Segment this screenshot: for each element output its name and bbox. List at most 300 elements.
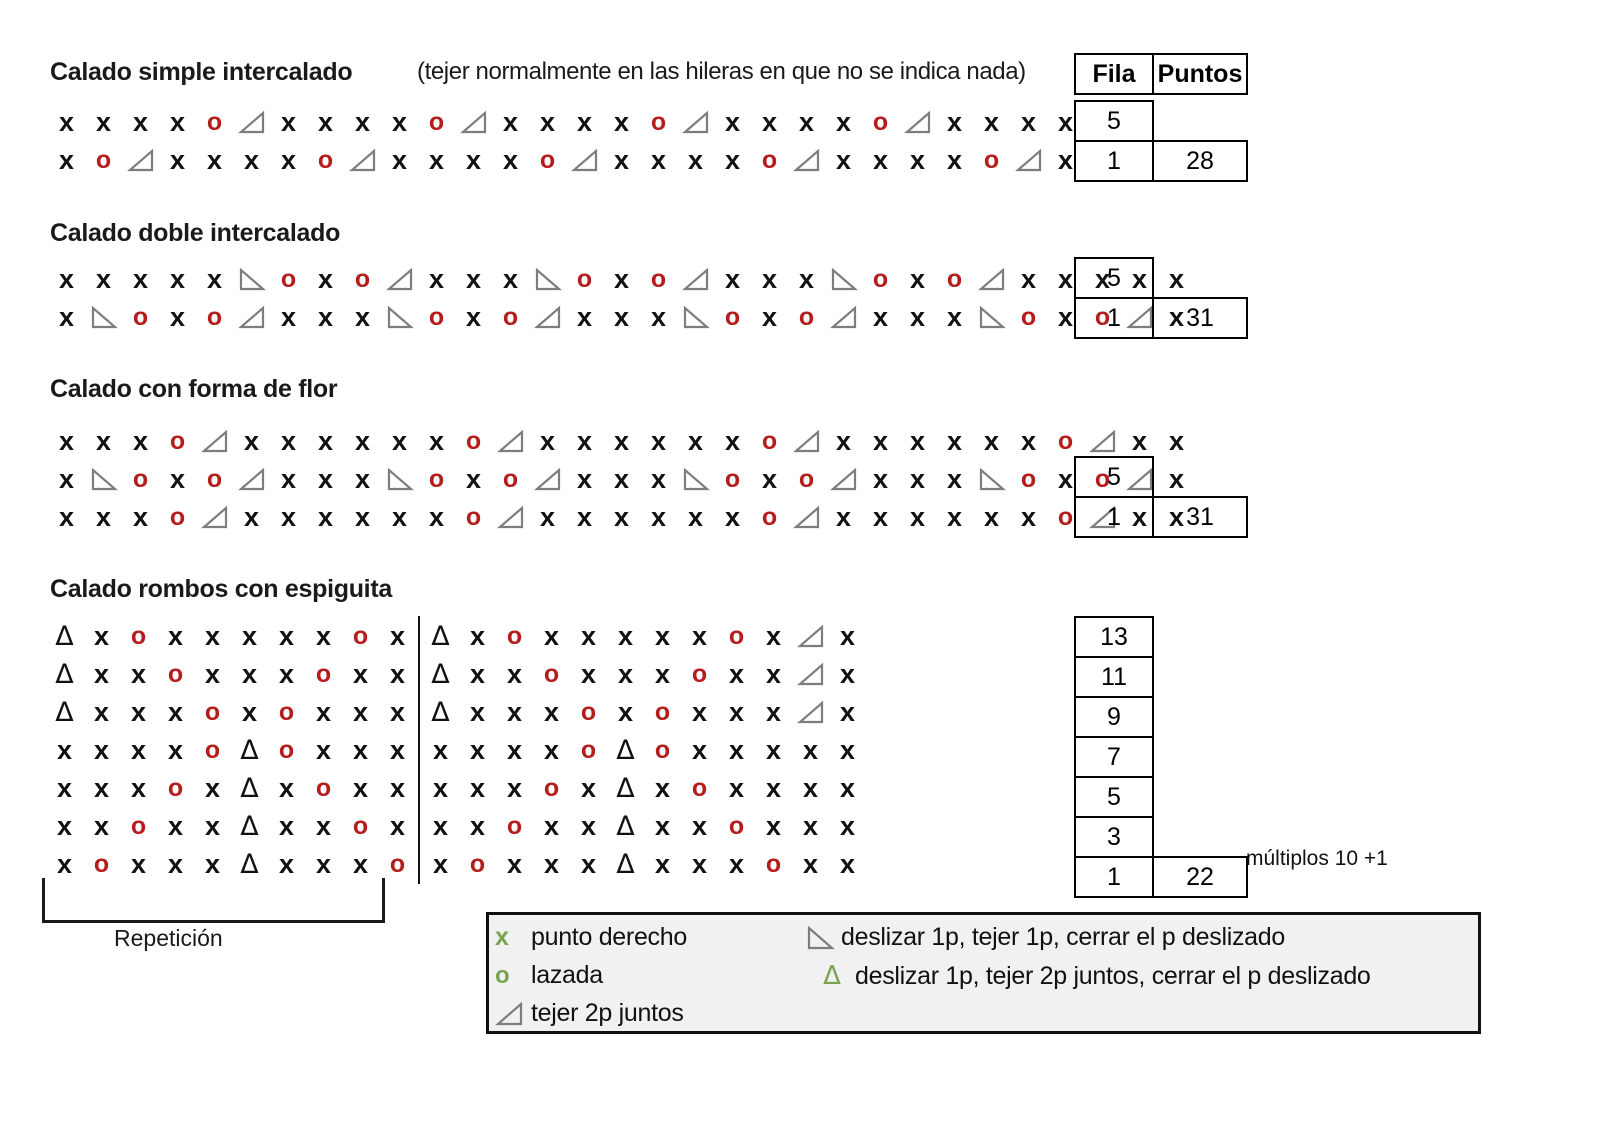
- chart-cell: [829, 769, 866, 807]
- chart-cell: [85, 422, 122, 460]
- chart-cell: [681, 617, 718, 655]
- chart-cell: [899, 103, 936, 141]
- table-simple-intercalado: [1074, 53, 1248, 95]
- yarn-over-symbol: o: [278, 735, 295, 764]
- chart-cell: [751, 498, 788, 536]
- knit-stitch-symbol: x: [278, 810, 295, 841]
- yarn-over-symbol: o: [315, 659, 332, 688]
- chart-cell: [159, 422, 196, 460]
- chart-cell: [644, 845, 681, 883]
- knit-stitch-symbol: x: [167, 848, 184, 879]
- chart-cell: [603, 422, 640, 460]
- legend-box: [486, 912, 1481, 1034]
- yarn-over-symbol: o: [465, 426, 482, 455]
- knit-stitch-symbol: x: [93, 734, 110, 765]
- chart-cell: [159, 498, 196, 536]
- knit-stitch-symbol: x: [1168, 263, 1185, 294]
- chart-cell: [1010, 141, 1047, 179]
- k2tog-symbol: [792, 504, 822, 530]
- chart-cell: [529, 298, 566, 336]
- chart-cell: [342, 617, 379, 655]
- knit-stitch-symbol: x: [280, 301, 297, 332]
- centered-decrease-symbol: Δ: [616, 772, 635, 804]
- k2tog-symbol: [829, 304, 859, 330]
- knit-stitch-symbol: x: [56, 848, 73, 879]
- yarn-over-symbol: o: [204, 735, 221, 764]
- knit-stitch-symbol: x: [278, 658, 295, 689]
- knit-stitch-symbol: x: [206, 144, 223, 175]
- stitch-count: [1153, 697, 1247, 737]
- chart-cell: [825, 422, 862, 460]
- yarn-over-symbol: o: [872, 264, 889, 293]
- table-row: [1075, 457, 1247, 497]
- knit-stitch-symbol: x: [280, 106, 297, 137]
- knit-stitch-symbol: x: [132, 106, 149, 137]
- knit-stitch-symbol: x: [169, 106, 186, 137]
- chart-cell: [862, 298, 899, 336]
- chart-cell: [344, 141, 381, 179]
- chart-cell: [936, 103, 973, 141]
- chart-cell: [681, 845, 718, 883]
- chart-cell: [196, 103, 233, 141]
- centered-decrease-symbol: Δ: [616, 810, 635, 842]
- legend-item-ssk: [805, 923, 1285, 952]
- chart-cell: [607, 617, 644, 655]
- chart-row: [48, 460, 1195, 498]
- chart-cell: [48, 498, 85, 536]
- chart-cell: [270, 460, 307, 498]
- knit-stitch-symbol: x: [691, 620, 708, 651]
- k2tog-symbol: [496, 428, 526, 454]
- chart-cell: [714, 298, 751, 336]
- chart-cell: [973, 422, 1010, 460]
- chart-cell: [899, 422, 936, 460]
- knit-stitch-symbol: x: [765, 658, 782, 689]
- chart-cell: [48, 460, 85, 498]
- chart-cell: [681, 731, 718, 769]
- knit-stitch-symbol: x: [389, 696, 406, 727]
- chart-cell: [194, 693, 231, 731]
- knit-stitch-symbol: x: [352, 658, 369, 689]
- yarn-over-symbol: o: [502, 302, 519, 331]
- chart-cell: [973, 298, 1010, 336]
- knit-stitch-symbol: x: [469, 658, 486, 689]
- stitch-count: [1153, 817, 1247, 857]
- chart-row: [46, 693, 866, 731]
- knit-stitch-symbol: x: [506, 658, 523, 689]
- chart-row: [46, 655, 866, 693]
- chart-cell: [566, 422, 603, 460]
- chart-cell: [233, 460, 270, 498]
- chart-cell: [681, 769, 718, 807]
- chart-cell: [936, 260, 973, 298]
- centered-decrease-symbol: Δ: [55, 696, 74, 728]
- chart-cell: [1010, 298, 1047, 336]
- chart-cell: [344, 260, 381, 298]
- knit-stitch-symbol: x: [95, 106, 112, 137]
- chart-cell: [157, 769, 194, 807]
- knit-stitch-symbol: x: [872, 144, 889, 175]
- centered-decrease-symbol: Δ: [616, 848, 635, 880]
- yarn-over-symbol: o: [724, 302, 741, 331]
- table-header-fila: Fila: [1075, 54, 1153, 94]
- knit-stitch-symbol: x: [580, 810, 597, 841]
- chart-cell: [233, 141, 270, 179]
- k2tog-symbol: [681, 109, 711, 135]
- k2tog-symbol: [829, 466, 859, 492]
- chart-cell: [159, 103, 196, 141]
- knit-stitch-symbol: x: [354, 501, 371, 532]
- knit-stitch-symbol: x: [243, 501, 260, 532]
- table-forma-de-flor: [1074, 456, 1248, 538]
- knit-stitch-symbol: x: [317, 301, 334, 332]
- chart-cell: [196, 460, 233, 498]
- knit-stitch-symbol: x: [724, 106, 741, 137]
- knit-stitch-symbol: x: [56, 810, 73, 841]
- chart-cell: [342, 731, 379, 769]
- knit-stitch-symbol: x: [506, 734, 523, 765]
- chart-cell: [570, 769, 607, 807]
- chart-cell: [46, 731, 83, 769]
- knit-stitch-symbol: x: [389, 810, 406, 841]
- knit-stitch-symbol: x: [909, 501, 926, 532]
- chart-cell: [788, 422, 825, 460]
- knit-stitch-symbol: x: [243, 144, 260, 175]
- knit-stitch-symbol: x: [206, 263, 223, 294]
- knit-stitch-symbol: x: [543, 696, 560, 727]
- stitch-count: [1153, 657, 1247, 697]
- knit-stitch-symbol: x: [95, 501, 112, 532]
- chart-cell: [570, 807, 607, 845]
- knit-stitch-symbol: x: [539, 425, 556, 456]
- knit-stitch-symbol: x: [389, 620, 406, 651]
- knit-stitch-symbol: x: [167, 810, 184, 841]
- chart-cell: [344, 422, 381, 460]
- row-number: 11: [1075, 657, 1153, 697]
- chart-cell: [751, 298, 788, 336]
- knit-stitch-symbol: x: [352, 848, 369, 879]
- knit-stitch-symbol: x: [765, 810, 782, 841]
- chart-cell: [681, 655, 718, 693]
- stitch-count: [1153, 457, 1247, 497]
- row-number: 7: [1075, 737, 1153, 777]
- chart-cell: [418, 460, 455, 498]
- table-header-puntos: Puntos: [1153, 54, 1247, 94]
- yarn-over-symbol: o: [691, 659, 708, 688]
- chart-cell: [268, 617, 305, 655]
- chart-cell: [85, 298, 122, 336]
- chart-cell: [83, 693, 120, 731]
- chart-cell: [792, 617, 829, 655]
- chart-cell: [48, 141, 85, 179]
- chart-cell: [566, 498, 603, 536]
- knit-stitch-symbol: x: [315, 620, 332, 651]
- chart-cell: [307, 141, 344, 179]
- chart-cell: [83, 731, 120, 769]
- knit-stitch-symbol: x: [317, 463, 334, 494]
- chart-cell: [122, 422, 159, 460]
- chart-cell: [1010, 422, 1047, 460]
- chart-cell: [603, 103, 640, 141]
- chart-cell: [936, 460, 973, 498]
- chart-cell: [973, 260, 1010, 298]
- yarn-over-symbol: o: [654, 735, 671, 764]
- chart-cell: [718, 655, 755, 693]
- knit-stitch-symbol: x: [1168, 501, 1185, 532]
- chart-cell: [120, 693, 157, 731]
- chart-cell: [231, 617, 268, 655]
- yarn-over-symbol: o: [278, 697, 295, 726]
- table-rombos-con-espiguita: [1074, 616, 1248, 898]
- knit-stitch-symbol: x: [654, 658, 671, 689]
- chart-cell: [1121, 422, 1158, 460]
- chart-cell: [1010, 460, 1047, 498]
- knit-stitch-symbol: x: [946, 144, 963, 175]
- chart-cell: [233, 498, 270, 536]
- chart-cell: [714, 422, 751, 460]
- k2tog-symbol: [681, 266, 711, 292]
- knit-stitch-symbol: x: [728, 848, 745, 879]
- ssk-symbol: [89, 304, 119, 330]
- knit-stitch-symbol: x: [946, 501, 963, 532]
- chart-cell: [751, 141, 788, 179]
- chart-cell: [533, 655, 570, 693]
- legend-item-label: deslizar 1p, tejer 2p juntos, cerrar el p deslizado: [855, 961, 1371, 990]
- chart-cell: [418, 298, 455, 336]
- chart-cell: [381, 422, 418, 460]
- chart-cell: [342, 807, 379, 845]
- legend-item-punto-derecho: [495, 923, 687, 952]
- chart-cell: [496, 845, 533, 883]
- knit-stitch-symbol: x: [169, 301, 186, 332]
- repeat-divider: [418, 844, 420, 884]
- knit-stitch-symbol: x: [354, 301, 371, 332]
- yarn-over-symbol: o: [130, 621, 147, 650]
- chart-cell: [862, 103, 899, 141]
- chart-cell: [379, 731, 416, 769]
- knit-stitch-symbol: x: [1131, 263, 1148, 294]
- yarn-over-symbol: o: [428, 302, 445, 331]
- chart-cell: [307, 260, 344, 298]
- chart-cell: [233, 103, 270, 141]
- ssk-symbol: [977, 466, 1007, 492]
- knit-stitch-symbol: x: [613, 263, 630, 294]
- knit-stitch-symbol: x: [724, 144, 741, 175]
- chart-row: [46, 731, 866, 769]
- knit-stitch-symbol: x: [802, 772, 819, 803]
- centered-decrease-symbol: Δ: [240, 734, 259, 766]
- chart-cell: [305, 693, 342, 731]
- knit-stitch-symbol: x: [278, 620, 295, 651]
- yarn-over-symbol: o: [93, 849, 110, 878]
- yarn-over-symbol: o: [469, 849, 486, 878]
- knit-stitch-symbol: x: [243, 425, 260, 456]
- knit-stitch-symbol: x: [56, 772, 73, 803]
- legend-item-lazada: [495, 961, 603, 990]
- yarn-over-symbol: o: [169, 426, 186, 455]
- chart-cell: [455, 498, 492, 536]
- knit-stitch-symbol: x: [617, 696, 634, 727]
- knit-stitch-symbol: x: [580, 772, 597, 803]
- knit-stitch-symbol: x: [1168, 425, 1185, 456]
- chart-cell: [603, 141, 640, 179]
- chart-cell: [46, 769, 83, 807]
- repetition-bracket: [42, 878, 385, 923]
- chart-cell: [899, 298, 936, 336]
- table-row: [1075, 857, 1247, 897]
- chart-cell: [48, 422, 85, 460]
- knit-stitch-symbol: x: [1020, 425, 1037, 456]
- knit-stitch-symbol: x: [317, 425, 334, 456]
- knit-stitch-symbol: x: [469, 696, 486, 727]
- knit-stitch-symbol: x: [802, 810, 819, 841]
- yarn-over-symbol: o: [95, 145, 112, 174]
- chart-cell: [829, 731, 866, 769]
- ssk-symbol: [237, 266, 267, 292]
- yarn-over-symbol: o: [543, 773, 560, 802]
- yarn-over-symbol: o: [761, 502, 778, 531]
- knit-stitch-symbol: x: [835, 144, 852, 175]
- knit-stitch-symbol: x: [839, 696, 856, 727]
- chart-cell: [792, 845, 829, 883]
- yarn-over-symbol: o: [650, 107, 667, 136]
- chart-cell: [603, 260, 640, 298]
- yarn-over-symbol: o: [506, 811, 523, 840]
- knit-stitch-symbol: x: [761, 106, 778, 137]
- knit-stitch-symbol: x: [391, 501, 408, 532]
- knit-stitch-symbol: x: [502, 106, 519, 137]
- knit-stitch-symbol: x: [95, 263, 112, 294]
- ssk-symbol: [977, 304, 1007, 330]
- chart-cell: [607, 693, 644, 731]
- knit-stitch-symbol: x: [543, 620, 560, 651]
- chart-cell: [492, 460, 529, 498]
- chart-cell: [788, 498, 825, 536]
- knit-stitch-symbol: x: [469, 620, 486, 651]
- knit-stitch-symbol: x: [909, 425, 926, 456]
- knit-stitch-symbol: x: [539, 501, 556, 532]
- knit-stitch-symbol: x: [802, 848, 819, 879]
- knit-stitch-symbol: x: [687, 425, 704, 456]
- table-row: [1075, 817, 1247, 857]
- knit-stitch-symbol: x: [654, 620, 671, 651]
- k2tog-symbol: [792, 147, 822, 173]
- chart-cell: [344, 460, 381, 498]
- knit-stitch-symbol: x: [241, 696, 258, 727]
- yarn-over-symbol: o: [1057, 502, 1074, 531]
- chart-cell: [529, 460, 566, 498]
- chart-cell: [196, 498, 233, 536]
- knit-stitch-symbol: x: [315, 696, 332, 727]
- chart-cell: [344, 103, 381, 141]
- knit-stitch-symbol: x: [687, 144, 704, 175]
- chart-cell: [792, 693, 829, 731]
- chart-cell: [566, 141, 603, 179]
- chart-cell: [718, 807, 755, 845]
- chart-cell: [231, 807, 268, 845]
- chart-cell: [46, 617, 83, 655]
- chart-cell: [46, 655, 83, 693]
- chart-cell: [1084, 422, 1121, 460]
- chart-cell: [381, 460, 418, 498]
- table-row: [1075, 777, 1247, 817]
- knit-stitch-symbol: x: [839, 848, 856, 879]
- centered-decrease-symbol: Δ: [431, 658, 450, 690]
- knit-stitch-symbol: x: [835, 501, 852, 532]
- chart-cell: [825, 298, 862, 336]
- chart-cell: [83, 655, 120, 693]
- knit-stitch-symbol: x: [317, 106, 334, 137]
- chart-cell: [788, 141, 825, 179]
- yarn-over-symbol: o: [761, 426, 778, 455]
- yarn-over-symbol: o: [132, 464, 149, 493]
- knit-stitch-symbol: x: [576, 301, 593, 332]
- chart-cell: [751, 422, 788, 460]
- chart-cell: [194, 731, 231, 769]
- knit-stitch-symbol: x: [204, 620, 221, 651]
- yarn-over-symbol: o: [798, 464, 815, 493]
- chart-cell: [83, 807, 120, 845]
- knit-stitch-symbol: x: [93, 810, 110, 841]
- row-number: 13: [1075, 617, 1153, 657]
- knit-stitch-symbol: x: [389, 772, 406, 803]
- knit-stitch-symbol: x: [691, 696, 708, 727]
- chart-cell: [677, 298, 714, 336]
- chart-cell: [194, 769, 231, 807]
- chart-cell: [1047, 422, 1084, 460]
- chart-cell: [455, 103, 492, 141]
- ssk-symbol: [385, 466, 415, 492]
- row-number: 1: [1075, 497, 1153, 537]
- knit-stitch-symbol: x: [204, 772, 221, 803]
- knit-stitch-symbol: x: [93, 772, 110, 803]
- knit-stitch-symbol: x: [1131, 425, 1148, 456]
- chart-cell: [233, 260, 270, 298]
- knit-stitch-symbol: x: [765, 620, 782, 651]
- knit-stitch-symbol: x: [835, 425, 852, 456]
- knit-stitch-symbol: x: [946, 463, 963, 494]
- chart-cell: [973, 103, 1010, 141]
- chart-cell: [788, 298, 825, 336]
- knit-stitch-symbol: x: [872, 425, 889, 456]
- yarn-over-symbol: o: [1020, 464, 1037, 493]
- repetition-label: Repetición: [114, 925, 223, 951]
- chart-cell: [973, 141, 1010, 179]
- chart-cell: [418, 498, 455, 536]
- yarn-over-symbol: o: [352, 811, 369, 840]
- knit-stitch-symbol: x: [58, 501, 75, 532]
- knit-stitch-symbol: x: [315, 734, 332, 765]
- table-row: [1075, 141, 1247, 181]
- chart-cell: [268, 655, 305, 693]
- yarn-over-symbol: o: [724, 464, 741, 493]
- chart-cell: [644, 693, 681, 731]
- section-title-doble-intercalado: Calado doble intercalado: [50, 219, 341, 247]
- chart-cell: [677, 460, 714, 498]
- chart-cell: [529, 260, 566, 298]
- chart-cell: [529, 103, 566, 141]
- knit-stitch-symbol: x: [391, 144, 408, 175]
- chart-cell: [459, 655, 496, 693]
- knit-stitch-symbol: x: [389, 658, 406, 689]
- knit-stitch-symbol: x: [539, 106, 556, 137]
- k2tog-symbol: [796, 623, 826, 649]
- centered-decrease-symbol: Δ: [55, 620, 74, 652]
- knit-stitch-symbol: x: [95, 425, 112, 456]
- knit-stitch-symbol: x: [761, 463, 778, 494]
- chart-cell: [566, 260, 603, 298]
- knit-stitch-symbol: x: [506, 696, 523, 727]
